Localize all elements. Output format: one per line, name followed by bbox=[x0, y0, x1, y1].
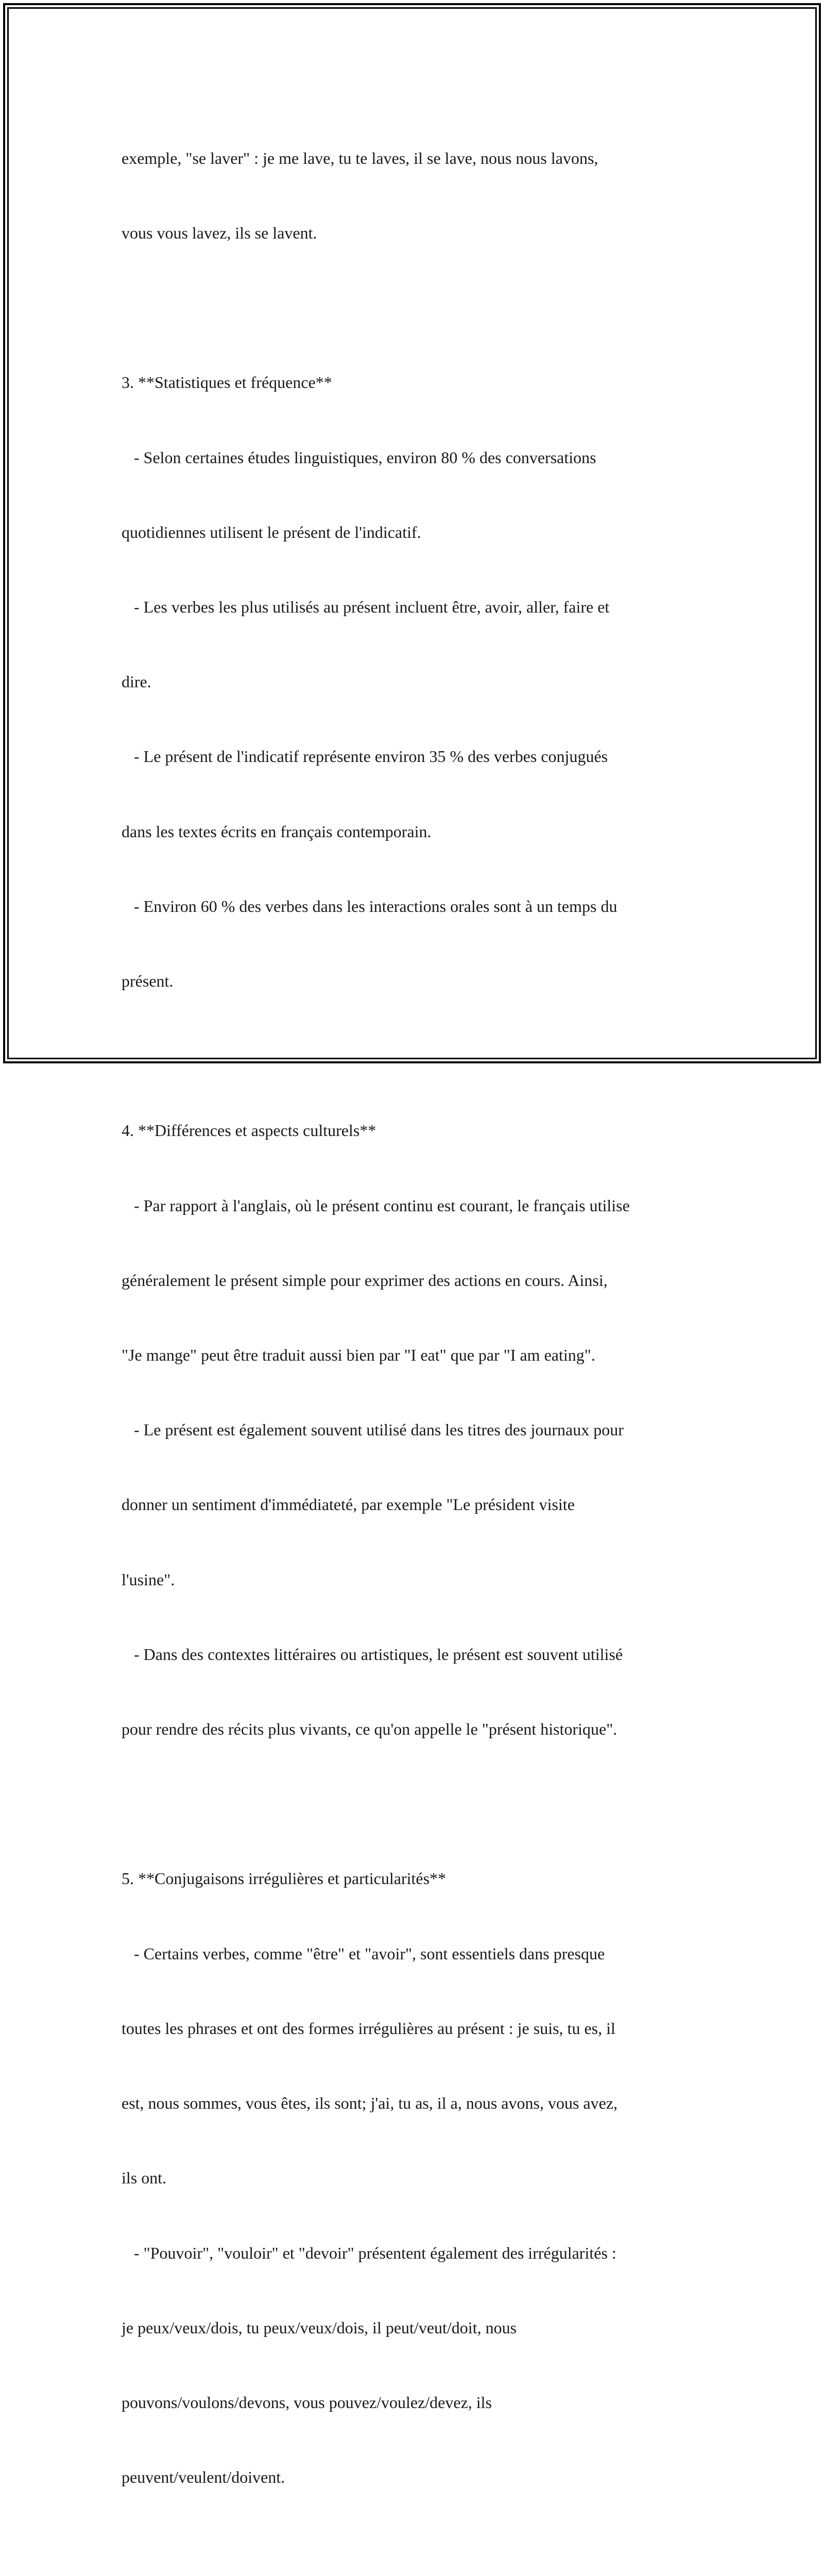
text-line: toutes les phrases et ont des formes irrégulières au présent : je suis, tu es, il bbox=[122, 2019, 615, 2038]
text-line: - Certains verbes, comme "être" et "avoir", sont essentiels dans presque bbox=[122, 1944, 605, 1963]
text-line: est, nous sommes, vous êtes, ils sont; j'ai, tu as, il a, nous avons, vous avez, bbox=[122, 2094, 618, 2113]
text-line: exemple, "se laver" : je me lave, tu te laves, il se lave, nous nous lavons, bbox=[122, 148, 598, 167]
blank-line bbox=[122, 2539, 714, 2564]
text-line: dire. bbox=[122, 672, 151, 691]
text-line: - "Pouvoir", "vouloir" et "devoir" présentent également des irrégularités : bbox=[122, 2243, 616, 2262]
text-line: dans les textes écrits en français contemporain. bbox=[122, 822, 432, 841]
text-line: je peux/veux/dois, tu peux/veux/dois, il peut/veut/doit, nous bbox=[122, 2318, 517, 2337]
text-line: généralement le présent simple pour exprimer des actions en cours. Ainsi, bbox=[122, 1270, 608, 1290]
text-line: - Le présent de l'indicatif représente environ 35 % des verbes conjugués bbox=[122, 747, 608, 766]
text-line: - Environ 60 % des verbes dans les interactions orales sont à un temps du bbox=[122, 896, 617, 916]
blank-line bbox=[122, 295, 714, 320]
text-line: ils ont. bbox=[122, 2168, 167, 2188]
text-line: - Les verbes les plus utilisés au présent incluent être, avoir, aller, faire et bbox=[122, 598, 610, 617]
text-line: - Selon certaines études linguistiques, environ 80 % des conversations bbox=[122, 448, 596, 467]
blank-line bbox=[122, 1791, 714, 1816]
text-line: "Je mange" peut être traduit aussi bien par "I eat" que par "I am eating". bbox=[122, 1346, 595, 1365]
blank-line bbox=[122, 1043, 714, 1068]
text-line: donner un sentiment d'immédiateté, par exemple "Le président visite bbox=[122, 1495, 575, 1514]
section-heading: 4. **Différences et aspects culturels** bbox=[122, 1121, 376, 1140]
document-body bbox=[122, 96, 714, 2576]
text-line: quotidiennes utilisent le présent de l'indicatif. bbox=[122, 522, 421, 541]
section-heading: 3. **Statistiques et fréquence** bbox=[122, 373, 332, 392]
text-line: peuvent/veulent/doivent. bbox=[122, 2468, 285, 2487]
text-line: l'usine". bbox=[122, 1570, 175, 1589]
text-line: - Par rapport à l'anglais, où le présent continu est courant, le français utilise bbox=[122, 1196, 630, 1215]
text-line: pouvons/voulons/devons, vous pouvez/voulez/devez, ils bbox=[122, 2393, 492, 2412]
text-line: - Dans des contextes littéraires ou artistiques, le présent est souvent utilisé bbox=[122, 1645, 623, 1664]
text-line: pour rendre des récits plus vivants, ce qu'on appelle le "présent historique". bbox=[122, 1720, 617, 1739]
text-line: présent. bbox=[122, 972, 174, 991]
section-heading: 5. **Conjugaisons irrégulières et particularités** bbox=[122, 1869, 447, 1888]
text-line: - Le présent est également souvent utilisé dans les titres des journaux pour bbox=[122, 1420, 624, 1439]
text-line: vous vous lavez, ils se lavent. bbox=[122, 224, 317, 243]
